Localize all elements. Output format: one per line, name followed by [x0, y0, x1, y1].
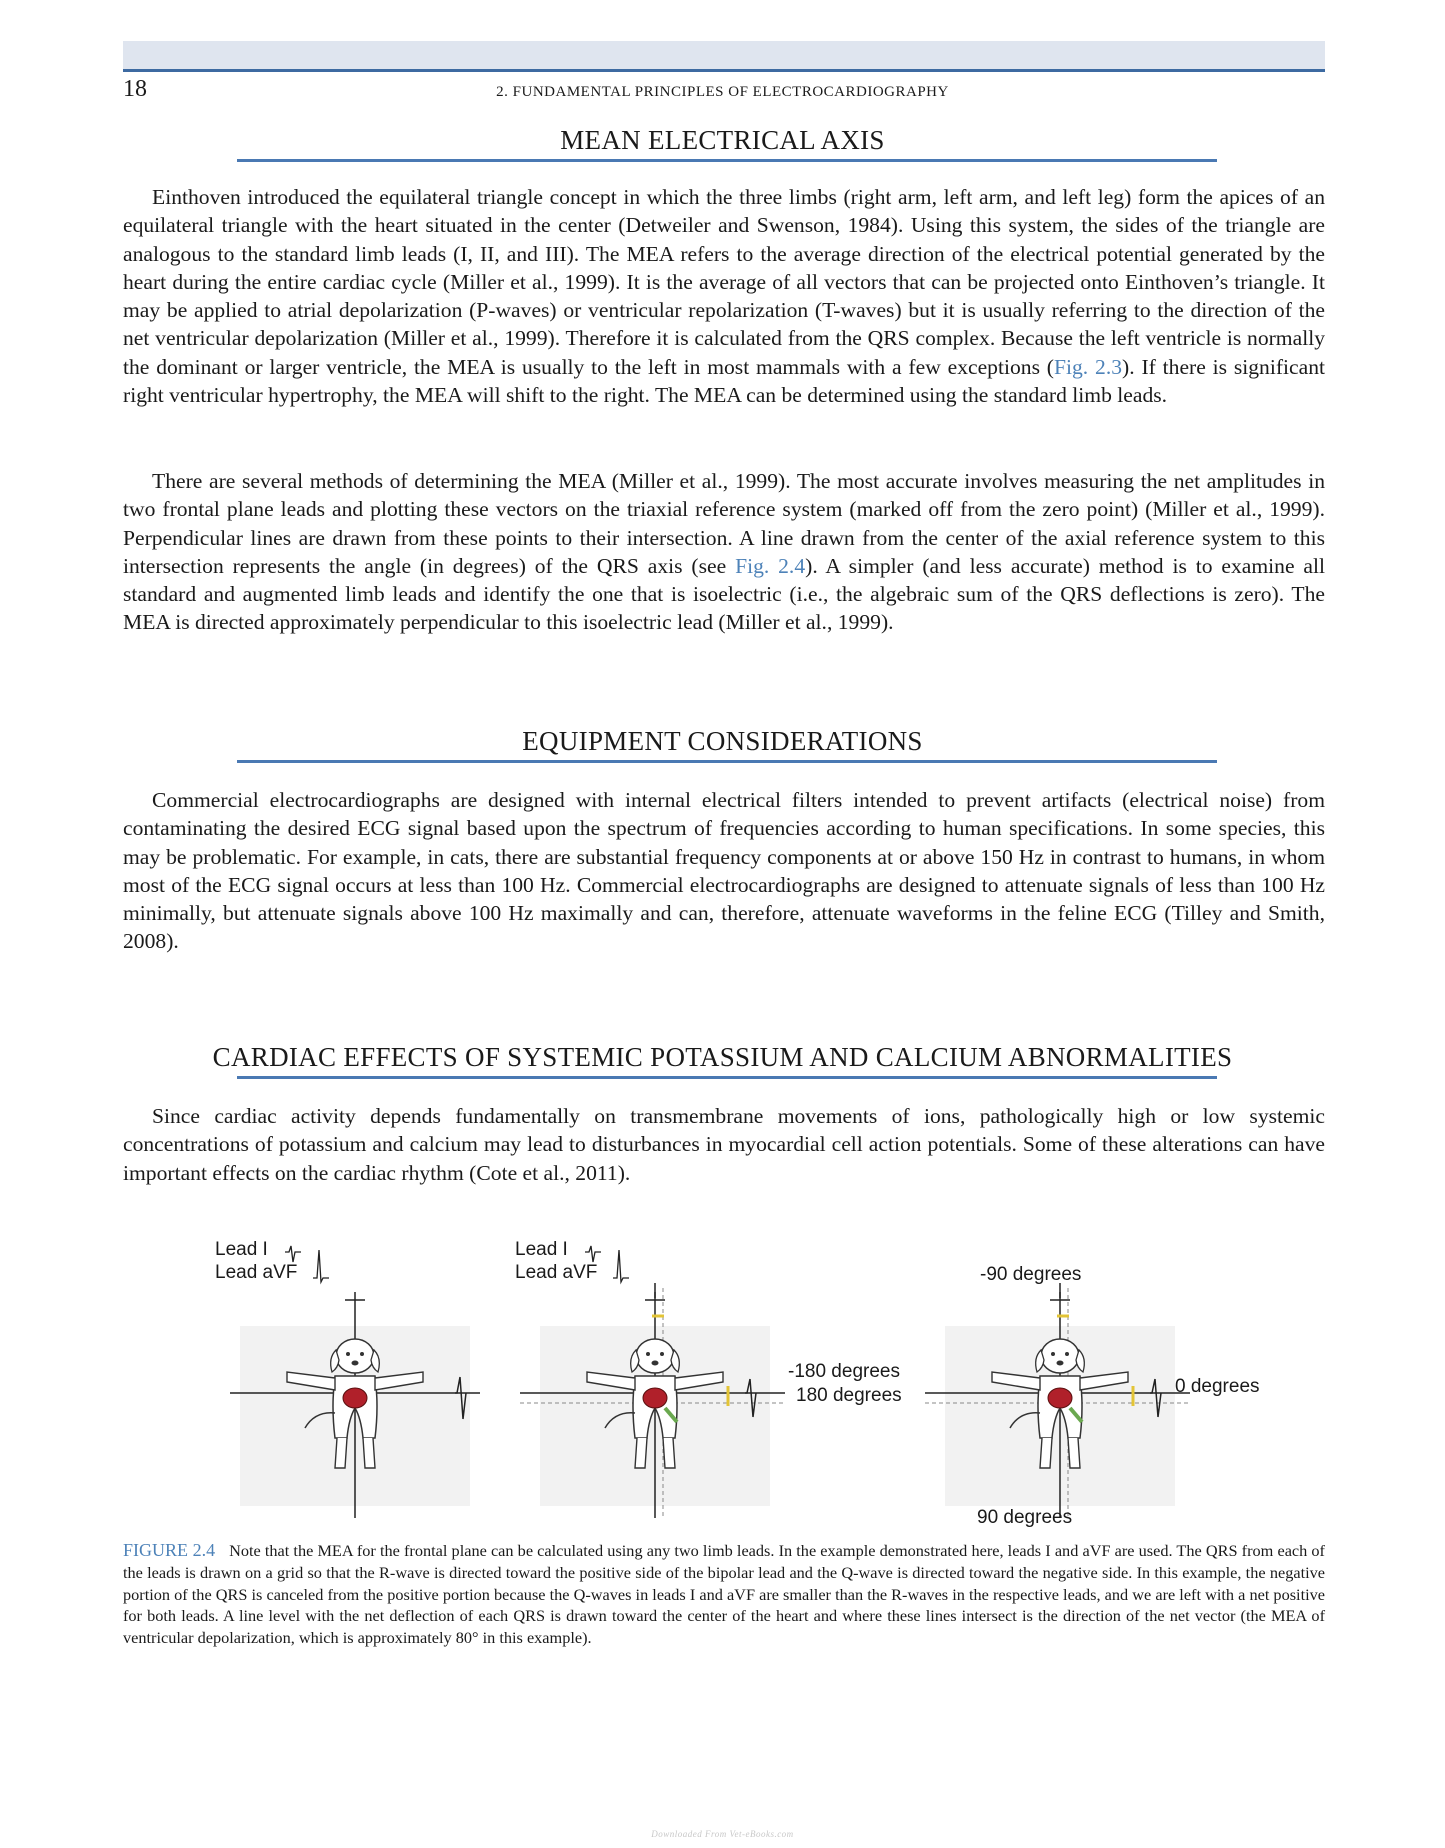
equipment-paragraph: Commercial electrocardiographs are designed with internal electrical filters intended to prevent artifacts (electrical noise) from contaminating the desired ECG signal based upon the spectrum of frequencies according to human specifications. In some species, this may be problematic. For example, in cats, there are substantial frequency components at or above 150 Hz in contrast to humans, in whom most of the ECG signal occurs at less than 100 Hz. Commercial electrocardiographs are designed to attenuate signals of less than 100 Hz minimally, but attenuate signals above 100 Hz maximally and can, therefore, attenuate waveforms in the feline ECG (Tilley and Smith, 2008).: [123, 788, 1325, 954]
cardiac-paragraph: Since cardiac activity depends fundamentally on transmembrane movements of ions, pathologically high or low systemic concentrations of potassium and calcium may lead to disturbances in myocardial cell action potentials. Some of these alterations can have important effects on the cardiac rhythm (Cote et al., 2011).: [123, 1104, 1325, 1185]
panel-2-lead-i-label: Lead I: [515, 1239, 568, 1260]
panel-3: [925, 1264, 1260, 1528]
figure-2-4-illustration: [200, 1228, 1260, 1528]
section-title-equipment: EQUIPMENT CONSIDERATIONS: [522, 726, 923, 756]
fig-2-3-link[interactable]: Fig. 2.3: [1054, 354, 1123, 379]
panel-2-lead-avf-label: Lead aVF: [515, 1262, 598, 1283]
page-number: 18: [123, 76, 147, 102]
panel-2: [515, 1239, 902, 1518]
label-90-degrees: 90 degrees: [977, 1507, 1073, 1528]
section-rule-mea: [237, 159, 1217, 162]
section-title-cardiac: CARDIAC EFFECTS OF SYSTEMIC POTASSIUM AND CALCIUM ABNORMALITIES: [212, 1042, 1233, 1072]
panel-1-lead-avf-qrs: [313, 1250, 329, 1282]
section-rule-cardiac: [237, 1076, 1217, 1079]
header-band: [123, 41, 1325, 72]
section-rule-equipment: [237, 760, 1217, 763]
label-minus-90-degrees: -90 degrees: [980, 1264, 1082, 1285]
label-minus-180-degrees: -180 degrees: [788, 1361, 900, 1382]
panel-2-lead-i-qrs: [585, 1246, 601, 1262]
mea-paragraph-1: Einthoven introduced the equilateral triangle concept in which the three limbs (right arm, left arm, and left leg) form the apices of an equilateral triangle with the heart situated in the center (Detweiler and Swenson, 1984). Using this system, the sides of the triangle are analogous to the standard limb leads (I, II, and III). The MEA refers to the average direction of the electrical potential generated by the heart during the entire cardiac cycle (Miller et al., 1999). It is the average of all vectors that can be projected onto Einthoven’s triangle. It may be applied to atrial depolarization (P-waves) or ventricular repolarization (T-waves) but it is usually referring to the direction of the net ventricular depolarization (Miller et al., 1999). Therefore it is calculated from the QRS complex. Because the left ventricle is normally the dominant or larger ventricle, the MEA is usually to the left in most mammals with a few exceptions (Fig. 2.3). If there is significant right ventricular hypertrophy, the MEA will shift to the right. The MEA can be determined using the standard limb leads.: [123, 185, 1326, 408]
panel-1-lead-avf-label: Lead aVF: [215, 1262, 298, 1283]
figure-caption-label: FIGURE 2.4: [123, 1540, 216, 1560]
section-title-mea: MEAN ELECTRICAL AXIS: [560, 125, 885, 155]
figure-2-4: [200, 1228, 1260, 1528]
label-0-degrees: 0 degrees: [1175, 1376, 1260, 1397]
panel-1-lead-i-qrs: [285, 1246, 301, 1262]
footer-watermark: Downloaded From Vet-eBooks.com: [651, 1829, 794, 1839]
running-head: 2. FUNDAMENTAL PRINCIPLES OF ELECTROCARDIOGRAPHY: [496, 84, 949, 100]
panel-1: [215, 1239, 480, 1518]
mea-paragraph-2: There are several methods of determining the MEA (Miller et al., 1999). The most accurate involves measuring the net amplitudes in two frontal plane leads and plotting these vectors on the triaxial reference system (marked off from the zero point) (Miller et al., 1999). Perpendicular lines are drawn from these points to their intersection. A line drawn from the center of the axial reference system to this intersection represents the angle (in degrees) of the QRS axis (see Fig. 2.4). A simpler (and less accurate) method is to examine all standard and augmented limb leads and identify the one that is isoelectric (i.e., the algebraic sum of the QRS deflections is zero). The MEA is directed approximately perpendicular to this isoelectric lead (Miller et al., 1999).: [123, 469, 1325, 635]
label-180-degrees: 180 degrees: [796, 1385, 902, 1406]
panel-1-lead-i-label: Lead I: [215, 1239, 268, 1260]
figure-caption-text: Note that the MEA for the frontal plane can be calculated using any two limb leads. In the example demonstrated here, leads I and aVF are used. The QRS from each of the leads is drawn on a grid so that the R-wave is directed toward the positive side of the bipolar lead and the Q-wave is directed toward the negative side. In this example, the negative portion of the QRS is canceled from the positive portion because the Q-waves in leads I and aVF are smaller than the R-waves in the respective leads, and we are left with a net positive for both leads. A line level with the net deflection of each QRS is drawn toward the center of the heart and where these lines intersect is the direction of the net vector (the MEA of ventricular depolarization, which is approximately 80° in this example).: [123, 1541, 1325, 1648]
figure-caption: [123, 1540, 1325, 1649]
panel-2-lead-avf-qrs: [613, 1250, 629, 1282]
fig-2-4-link[interactable]: Fig. 2.4: [735, 553, 806, 578]
